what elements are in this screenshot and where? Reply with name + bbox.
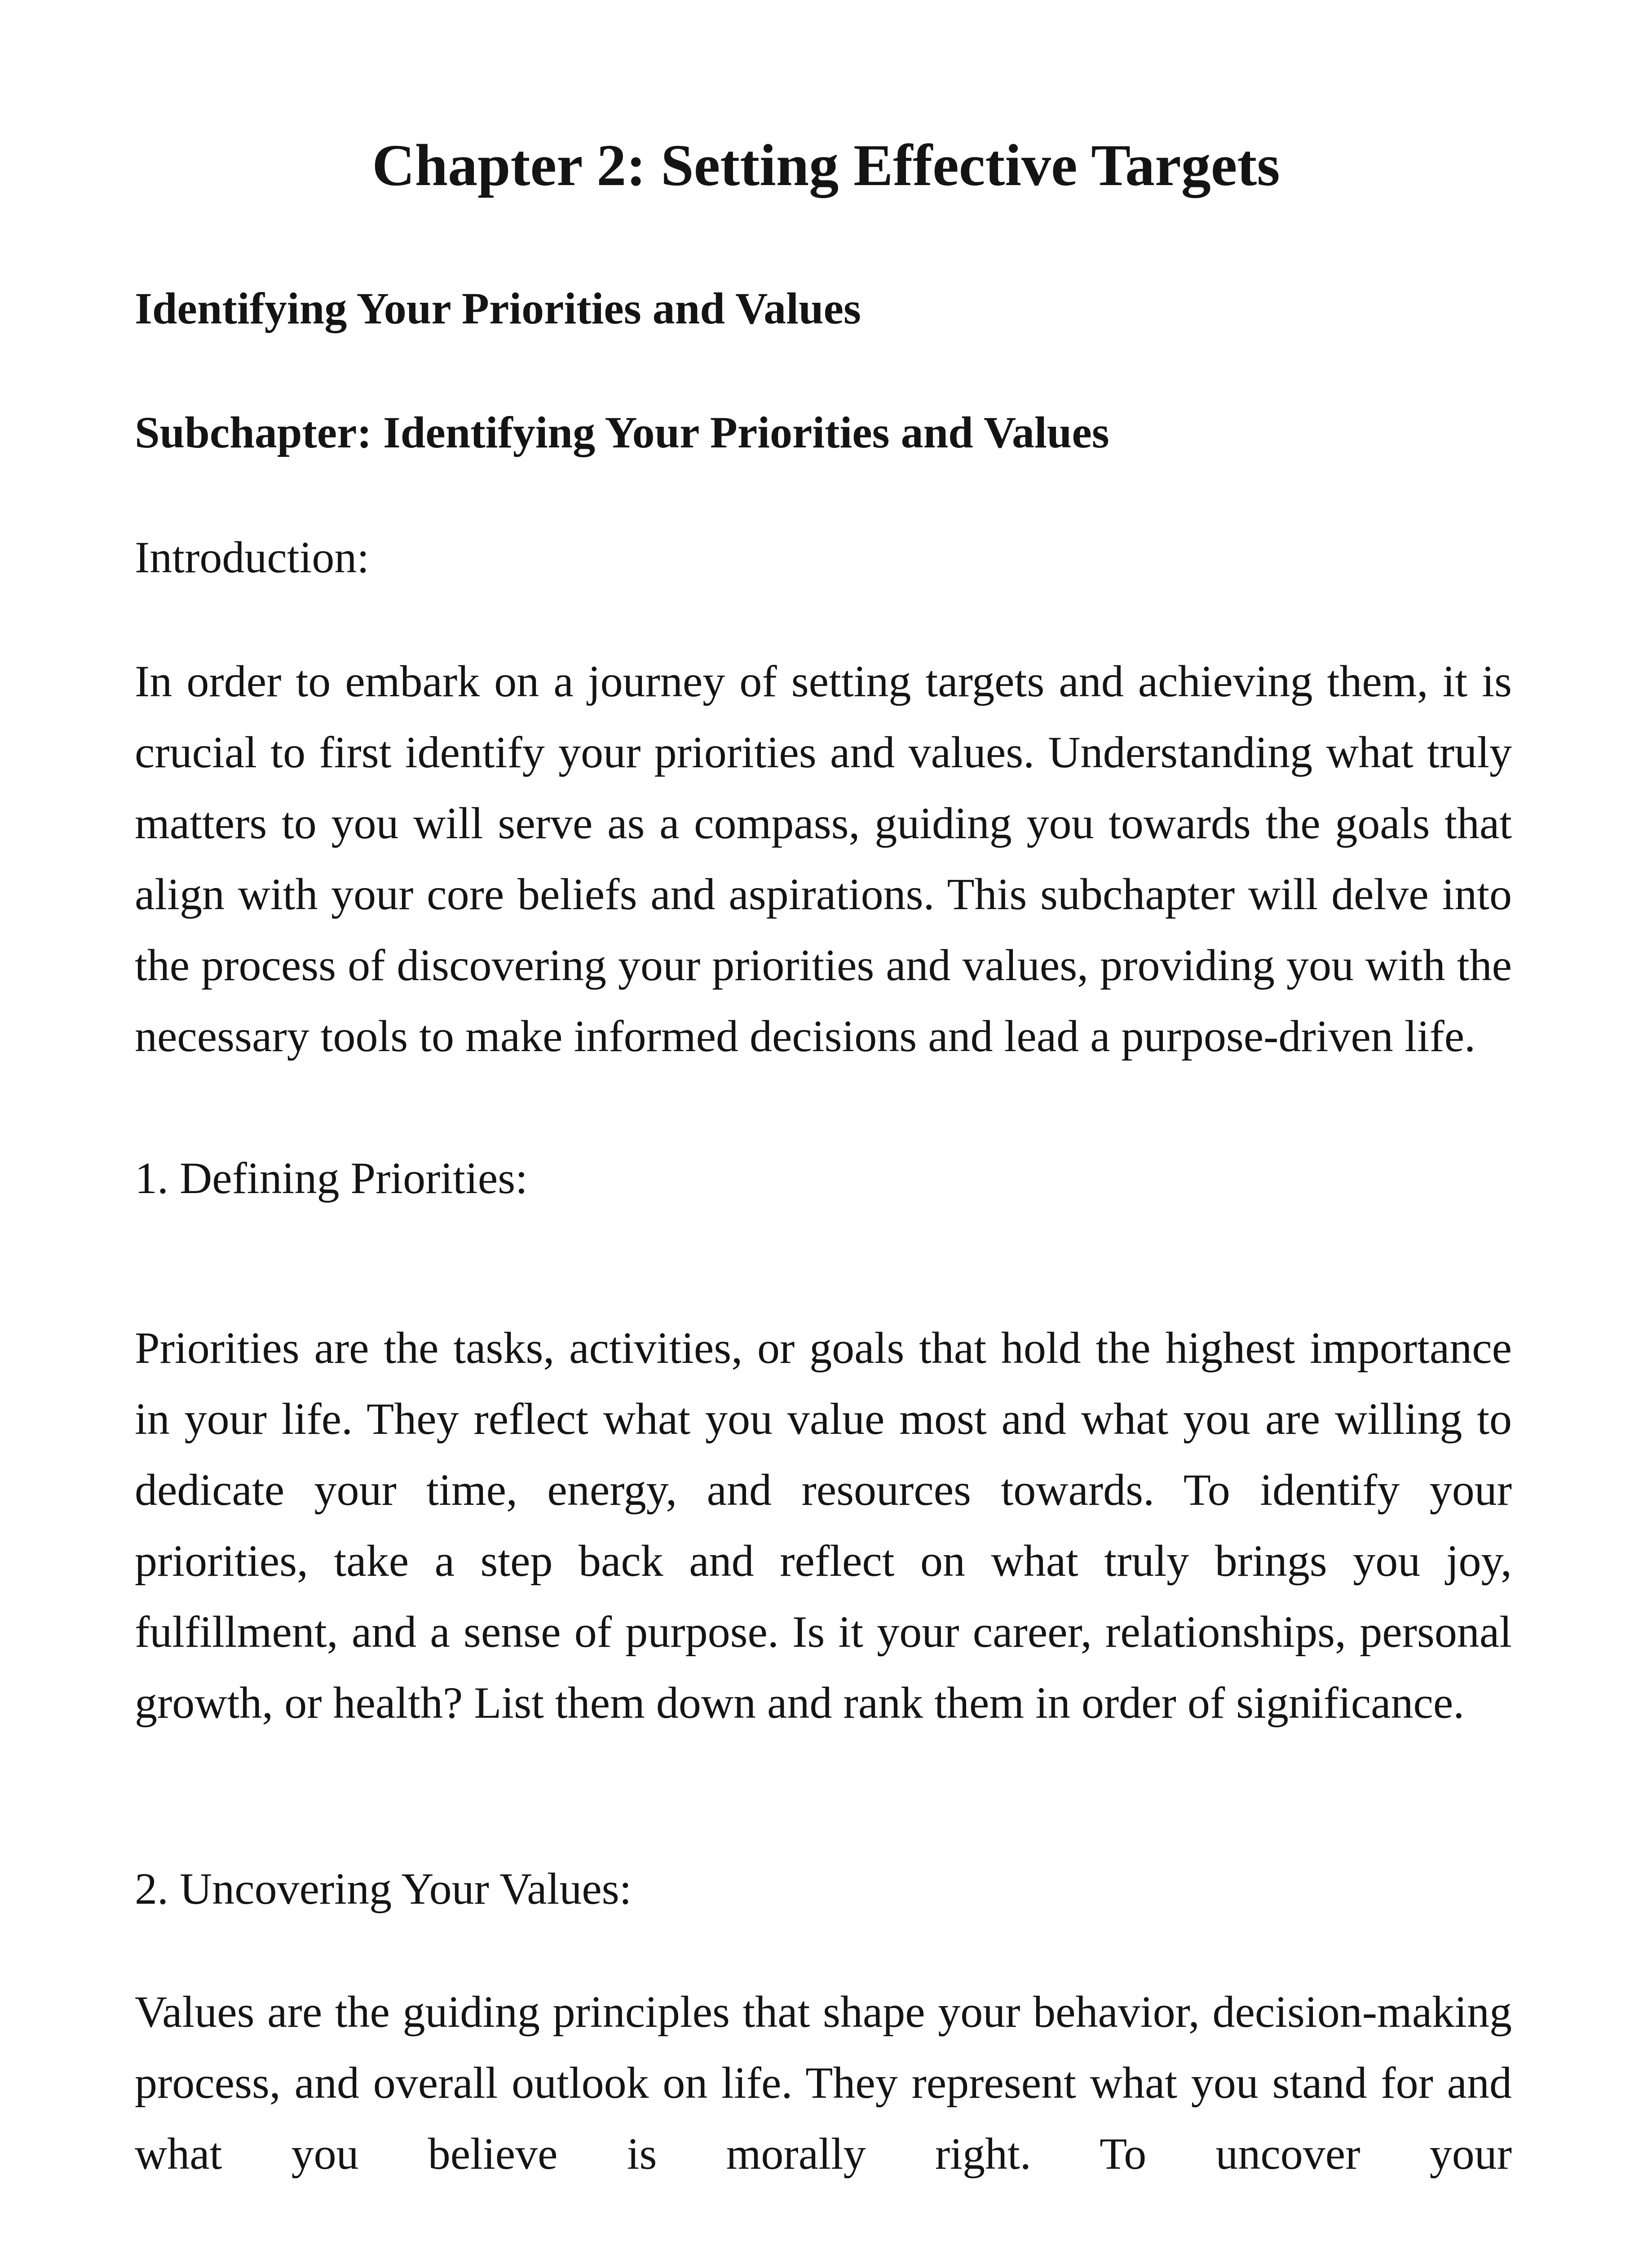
introduction-label: Introduction:	[135, 532, 370, 582]
section-2-heading: 2. Uncovering Your Values:	[135, 1864, 632, 1914]
introduction-paragraph: In order to embark on a journey of setting targets and achieving them, it is crucial to first identify your priorities and values. Understanding what truly matters to you will serve as a compass, guiding you towards the goals that align with your core beliefs and aspirations. This subchapter will delve into the process of discovering your priorities and values, providing you with the necessary tools to make informed decisions and lead a purpose-driven life.	[135, 656, 1512, 1061]
section-1-paragraph: Priorities are the tasks, activities, or goals that hold the highest importance in your life. They reflect what you value most and what you are willing to dedicate your time, energy, and resources towards. To identify your priorities, take a step back and reflect on what truly brings you joy, fulfillment, and a sense of purpose. Is it your career, relationships, personal growth, or health? List them down and rank them in order of significance.	[135, 1323, 1512, 1728]
section-1-heading: 1. Defining Priorities:	[135, 1153, 528, 1203]
section-2-paragraph: Values are the guiding principles that shape your behavior, decision-making process, and overall outlook on life. They represent what you stand for and what you believe is morally right. To uncover your	[135, 1987, 1512, 2179]
section-heading: Identifying Your Priorities and Values	[135, 283, 861, 333]
subchapter-heading: Subchapter: Identifying Your Priorities and Values	[135, 407, 1109, 457]
chapter-title: Chapter 2: Setting Effective Targets	[372, 132, 1280, 198]
